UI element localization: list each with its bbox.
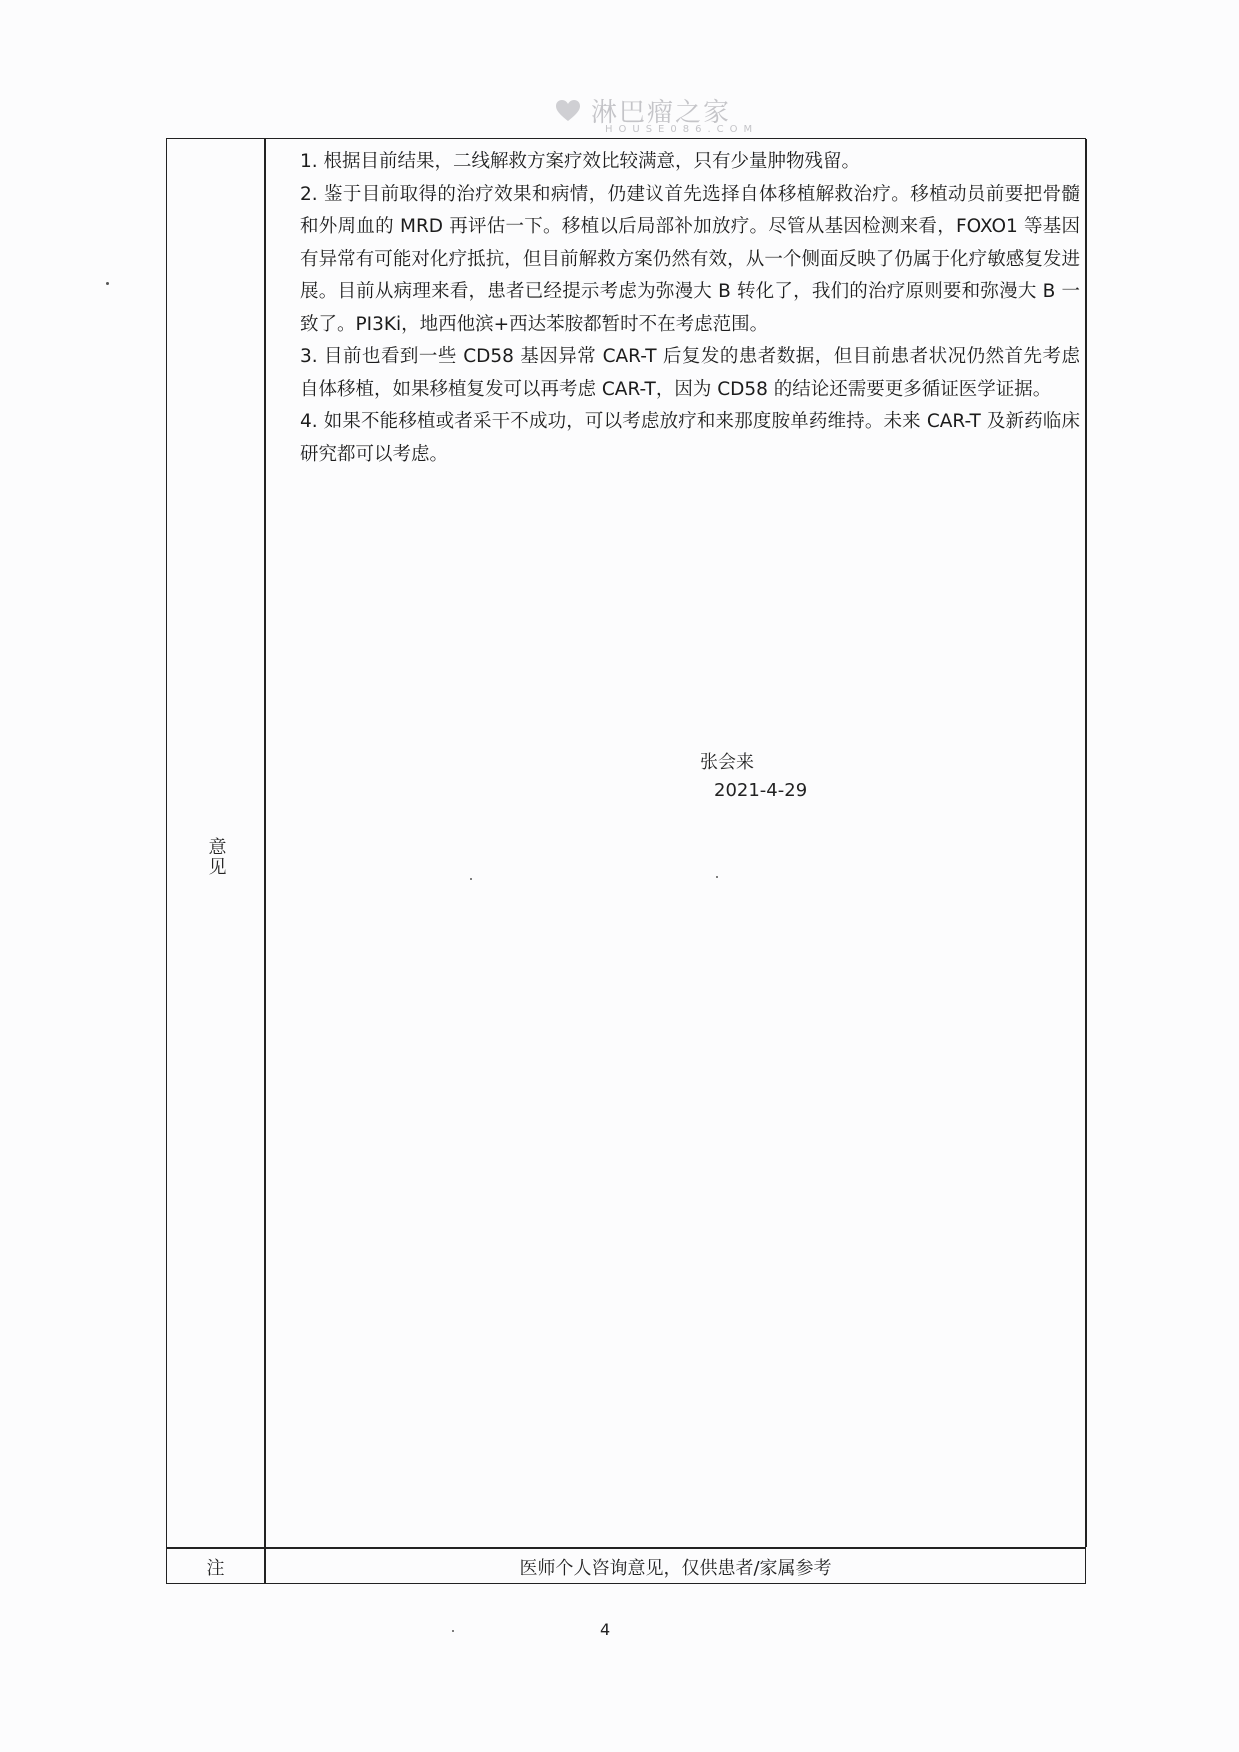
watermark-domain: HOUSE086.COM <box>605 124 759 135</box>
signature-name: 张会来 <box>700 752 754 773</box>
opinion-paragraph-4: 4. 如果不能移植或者采干不成功，可以考虑放疗和来那度胺单药维持。未来 CAR-T 及新药临床研究都可以考虑。 <box>300 411 1080 465</box>
opinion-label: 意见 <box>205 837 227 877</box>
watermark <box>555 90 765 140</box>
scan-speck <box>716 876 718 878</box>
opinion-paragraph-1: 1. 根据目前结果，二线解救方案疗效比较满意，只有少量肿物残留。 <box>300 151 861 172</box>
opinion-paragraph-3: 3. 目前也看到一些 CD58 基因异常 CAR-T 后复发的患者数据，但目前患者状况仍然首先考虑自体移植，如果移植复发可以再考虑 CAR-T，因为 CD58 的结论还需要更多循证医学证据。 <box>300 346 1080 400</box>
page-number: 4 <box>600 1620 611 1639</box>
scan-speck <box>452 1630 454 1632</box>
watermark-brand: 淋巴瘤之家 <box>591 98 732 128</box>
column-divider <box>264 139 266 1583</box>
heart-icon <box>555 98 581 124</box>
opinion-body <box>300 146 1080 471</box>
signature-date: 2021-4-29 <box>714 780 808 801</box>
note-text: 医师个人咨询意见，仅供患者/家属参考 <box>519 1558 832 1579</box>
opinion-paragraph-2: 2. 鉴于目前取得的治疗效果和病情，仍建议首先选择自体移植解救治疗。移植动员前要把骨髓和外周血的 MRD 再评估一下。移植以后局部补加放疗。尽管从基因检测来看，FOXO1 等基因有异常有可能对化疗抵抗，但目前解救方案仍然有效，从一个侧面反映了仍属于化疗敏感复发进展。目前从病理来看，患者已经提示考虑为弥漫大 B 转化了，我们的治疗原则要和弥漫大 B 一致了。PI3Ki，地西他滨+西达苯胺都暂时不在考虑范围。 <box>300 183 1080 335</box>
cell-right-border <box>1085 139 1087 1547</box>
note-label: 注 <box>206 1558 225 1579</box>
scan-speck <box>470 878 472 880</box>
opinion-label-cell <box>167 139 264 1547</box>
scan-speck <box>106 282 109 285</box>
